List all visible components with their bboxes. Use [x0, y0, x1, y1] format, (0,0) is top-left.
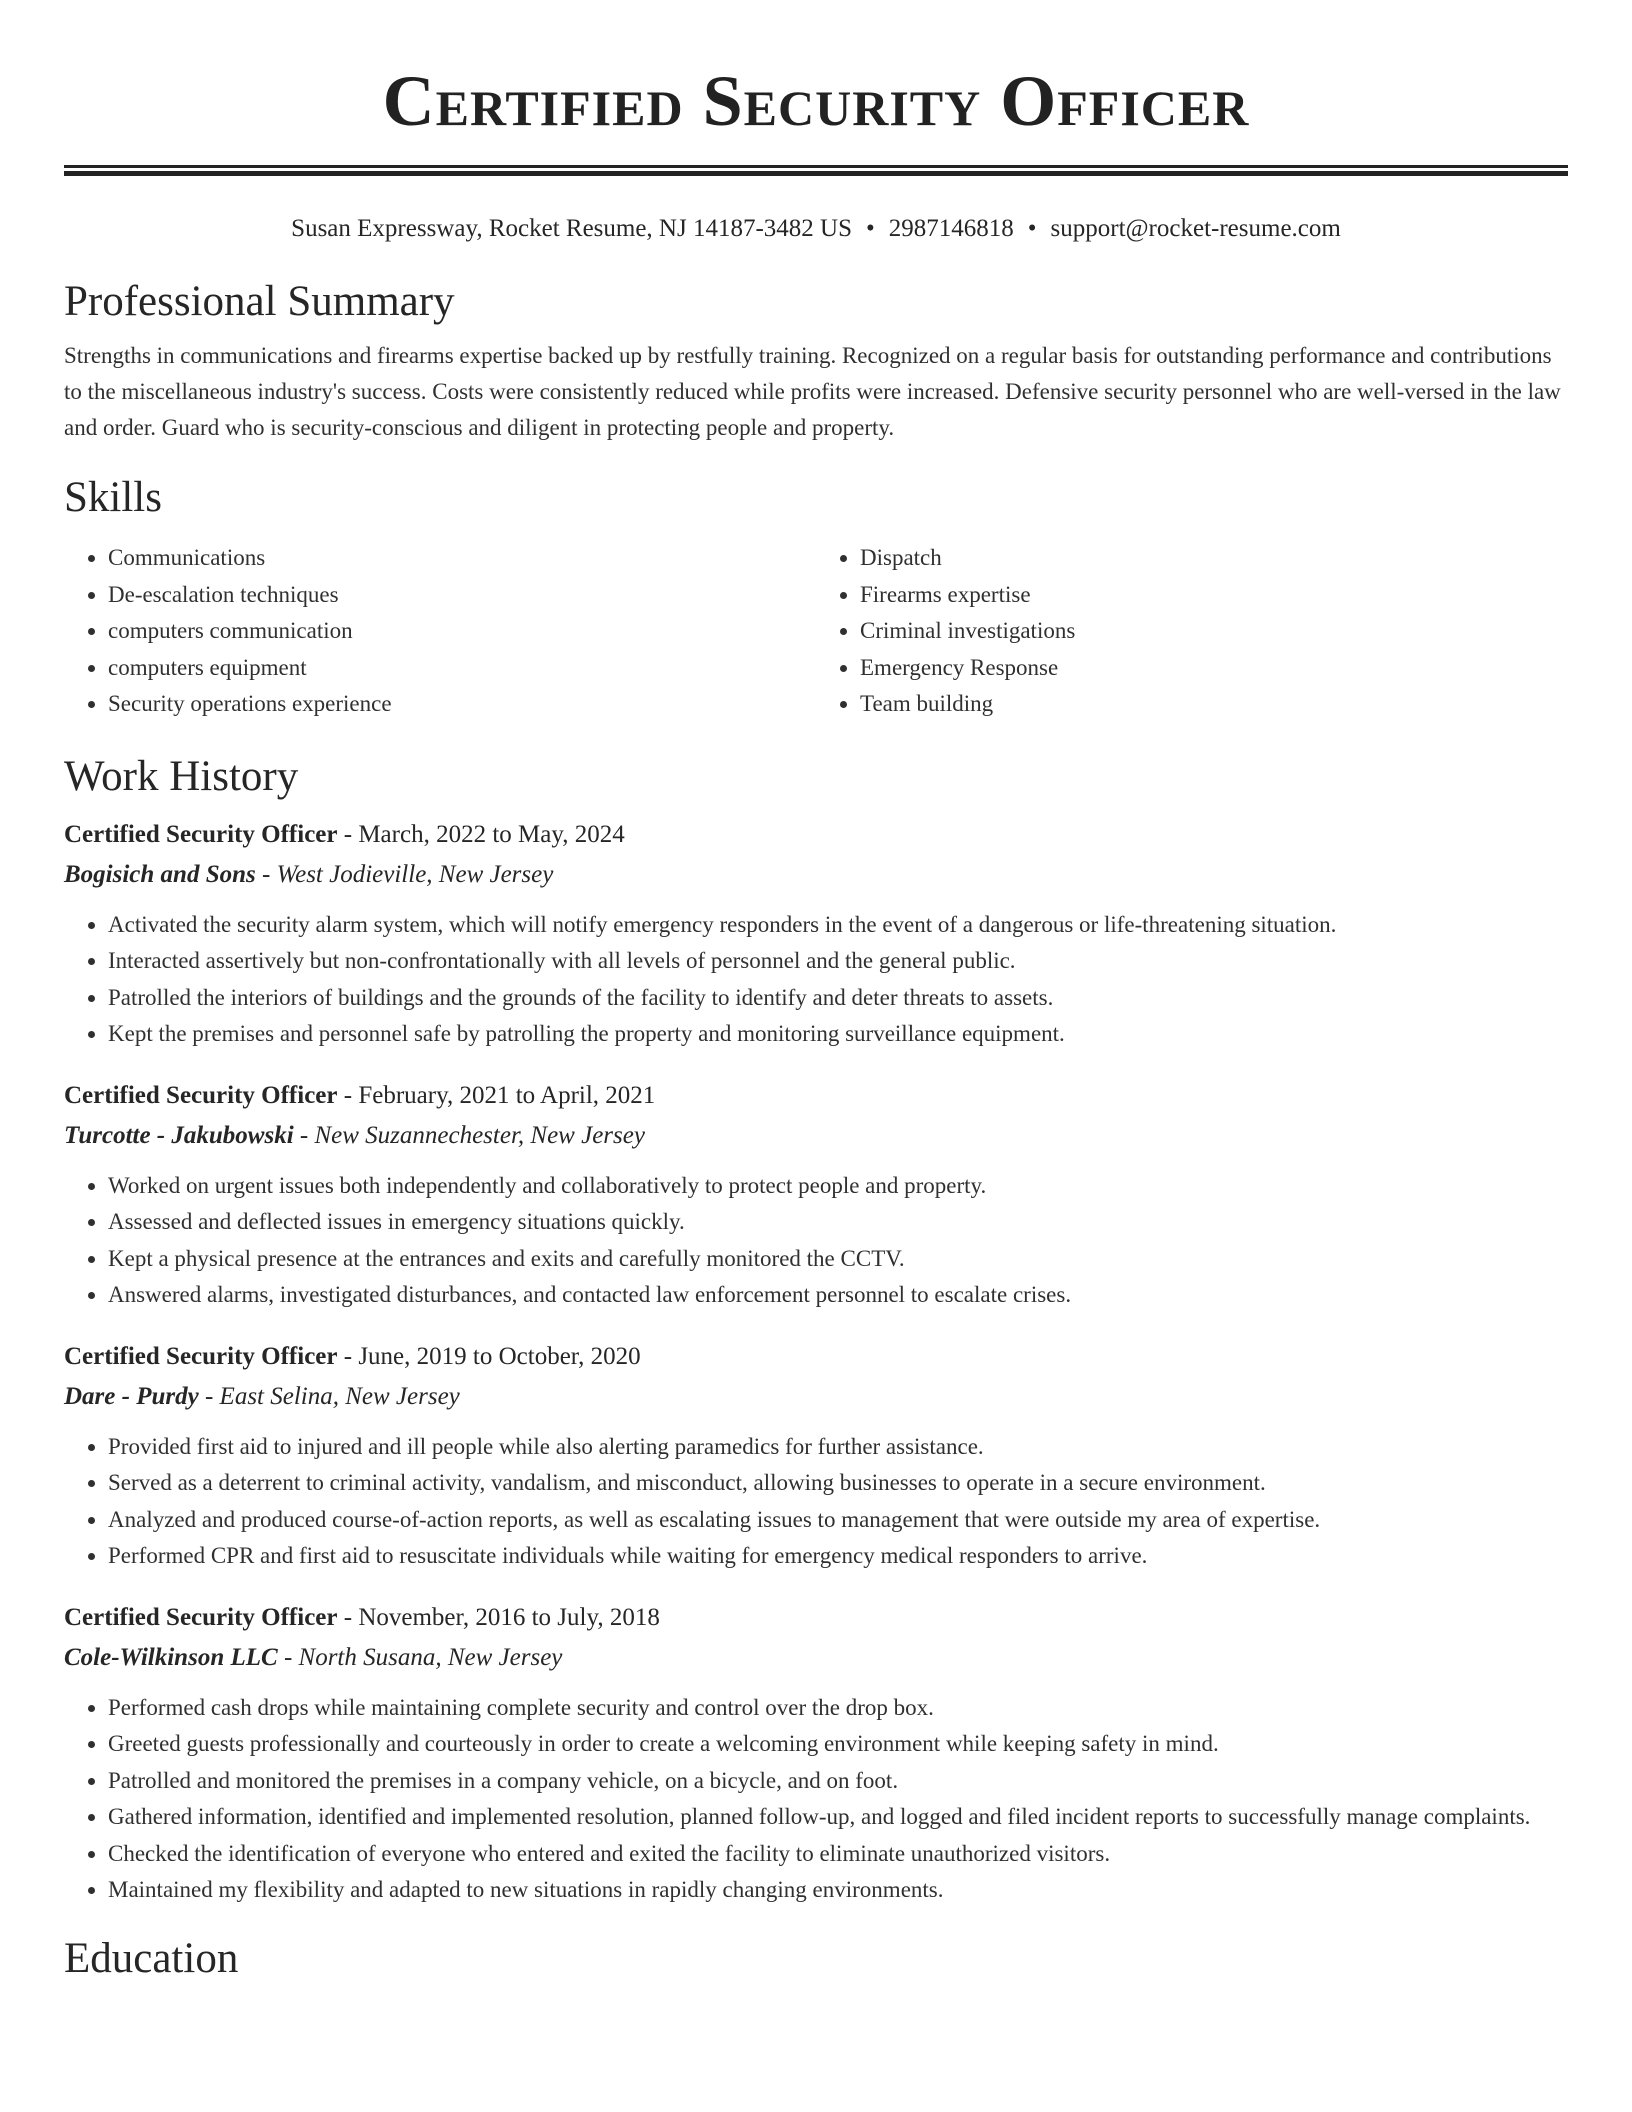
job-entry	[64, 815, 1568, 1053]
job-role: Certified Security Officer	[64, 1342, 338, 1370]
skills-section	[64, 472, 1568, 723]
summary-section	[64, 276, 1568, 446]
job-bullet: • Provided first aid to injured and ill people while also alerting paramedics for further assistance.	[108, 1429, 1568, 1466]
job-company: Turcotte - Jakubowski	[64, 1121, 294, 1149]
skill-item: • De-escalation techniques	[108, 577, 816, 614]
skill-item: • computers equipment	[108, 650, 816, 687]
job-bullets	[64, 1690, 1568, 1909]
job-entry	[64, 1337, 1568, 1575]
job-dash: -	[337, 1603, 359, 1631]
job-bullet: • Performed cash drops while maintaining complete security and control over the drop box.	[108, 1690, 1568, 1727]
job-title-line	[64, 1337, 1568, 1377]
skill-item: • Criminal investigations	[860, 613, 1568, 650]
contact-separator: •	[1027, 215, 1037, 242]
job-dates: June, 2019 to October, 2020	[358, 1342, 641, 1370]
skills-grid	[64, 540, 1568, 723]
job-bullet: • Gathered information, identified and implemented resolution, planned follow-up, and logged and filed incident reports to successfully manage complaints.	[108, 1799, 1568, 1836]
skill-item: • Dispatch	[860, 540, 1568, 577]
job-bullet: • Greeted guests professionally and courteously in order to create a welcoming environment while keeping safety in mind.	[108, 1726, 1568, 1763]
job-dash: -	[337, 1342, 359, 1370]
job-company: Bogisich and Sons	[64, 860, 256, 888]
job-bullet: • Worked on urgent issues both independently and collaboratively to protect people and property.	[108, 1168, 1568, 1205]
job-location: West Jodieville, New Jersey	[276, 860, 554, 888]
contact-address: Susan Expressway, Rocket Resume, NJ 14187-3482 US	[291, 215, 852, 242]
skills-list-right	[816, 540, 1568, 723]
job-dash: -	[293, 1121, 315, 1149]
skills-column-left	[64, 540, 816, 723]
job-role: Certified Security Officer	[64, 1081, 338, 1109]
job-location: New Suzannechester, New Jersey	[314, 1121, 645, 1149]
job-bullet: • Patrolled and monitored the premises in a company vehicle, on a bicycle, and on foot.	[108, 1763, 1568, 1800]
job-bullet: • Maintained my flexibility and adapted to new situations in rapidly changing environments.	[108, 1872, 1568, 1909]
job-company: Cole-Wilkinson LLC	[64, 1643, 278, 1671]
job-bullet: • Kept the premises and personnel safe by patrolling the property and monitoring surveillance equipment.	[108, 1016, 1568, 1053]
work-history-heading: Work History	[64, 752, 299, 800]
job-entry	[64, 1076, 1568, 1314]
job-bullets	[64, 907, 1568, 1053]
job-bullet: • Kept a physical presence at the entrances and exits and carefully monitored the CCTV.	[108, 1241, 1568, 1278]
skill-item: • Emergency Response	[860, 650, 1568, 687]
job-company: Dare - Purdy	[64, 1382, 199, 1410]
job-bullet: • Checked the identification of everyone who entered and exited the facility to eliminate unauthorized visitors.	[108, 1836, 1568, 1873]
job-bullet: • Interacted assertively but non-confrontationally with all levels of personnel and the general public.	[108, 943, 1568, 980]
job-company-line	[64, 1116, 1568, 1156]
contact-separator: •	[866, 215, 875, 242]
job-company-line	[64, 1638, 1568, 1678]
job-title-line	[64, 1076, 1568, 1116]
skills-column-right	[816, 540, 1568, 723]
job-dates: March, 2022 to May, 2024	[358, 820, 625, 848]
title-divider	[64, 165, 1568, 176]
skill-item: • Team building	[860, 686, 1568, 723]
skill-item: • Communications	[108, 540, 816, 577]
skills-list-left	[64, 540, 816, 723]
skill-item: • Security operations experience	[108, 686, 816, 723]
job-dates: November, 2016 to July, 2018	[358, 1603, 660, 1631]
job-dash: -	[337, 1081, 359, 1109]
job-dash: -	[337, 820, 359, 848]
job-location: North Susana, New Jersey	[298, 1643, 563, 1671]
job-role: Certified Security Officer	[64, 1603, 338, 1631]
job-bullets	[64, 1429, 1568, 1575]
summary-text: Strengths in communications and firearms expertise backed up by restfully training. Recognized on a regular basis for outstanding performance and contributions to the miscellaneous industry's success. Costs were consistently reduced while profits were increased. Defensive security personnel who are well-versed in the law and order. Guard who is security-conscious and diligent in protecting people and property.	[64, 343, 1561, 440]
job-title-line	[64, 1598, 1568, 1638]
job-location: East Selina, New Jersey	[219, 1382, 460, 1410]
job-bullet: • Answered alarms, investigated disturbances, and contacted law enforcement personnel to escalate crises.	[108, 1277, 1568, 1314]
skill-item: • computers communication	[108, 613, 816, 650]
job-bullet: • Assessed and deflected issues in emergency situations quickly.	[108, 1204, 1568, 1241]
job-dash: -	[198, 1382, 220, 1410]
resume-title: Certified Security Officer	[382, 61, 1250, 141]
job-dates: February, 2021 to April, 2021	[358, 1081, 656, 1109]
skill-item: • Firearms expertise	[860, 577, 1568, 614]
job-bullets	[64, 1168, 1568, 1314]
job-company-line	[64, 855, 1568, 895]
job-company-line	[64, 1377, 1568, 1417]
job-bullet: • Patrolled the interiors of buildings and the grounds of the facility to identify and deter threats to assets.	[108, 980, 1568, 1017]
job-title-line	[64, 815, 1568, 855]
education-heading: Education	[64, 1934, 239, 1982]
job-dash: -	[255, 860, 277, 888]
job-bullet: • Served as a deterrent to criminal activity, vandalism, and misconduct, allowing businesses to operate in a secure environment.	[108, 1465, 1568, 1502]
job-bullet: • Performed CPR and first aid to resuscitate individuals while waiting for emergency medical responders to arrive.	[108, 1538, 1568, 1575]
job-entry	[64, 1598, 1568, 1909]
contact-email: support@rocket-resume.com	[1050, 215, 1341, 242]
job-role: Certified Security Officer	[64, 820, 338, 848]
contact-phone: 2987146818	[888, 215, 1014, 242]
contact-line	[64, 212, 1568, 246]
job-bullet: • Activated the security alarm system, which will notify emergency responders in the event of a dangerous or life-threatening situation.	[108, 907, 1568, 944]
education-section	[64, 1933, 1568, 1985]
job-dash: -	[277, 1643, 299, 1671]
work-history-section	[64, 751, 1568, 1909]
summary-heading: Professional Summary	[64, 278, 455, 325]
skills-heading: Skills	[64, 474, 162, 521]
job-bullet: • Analyzed and produced course-of-action reports, as well as escalating issues to management that were outside my area of expertise.	[108, 1502, 1568, 1539]
